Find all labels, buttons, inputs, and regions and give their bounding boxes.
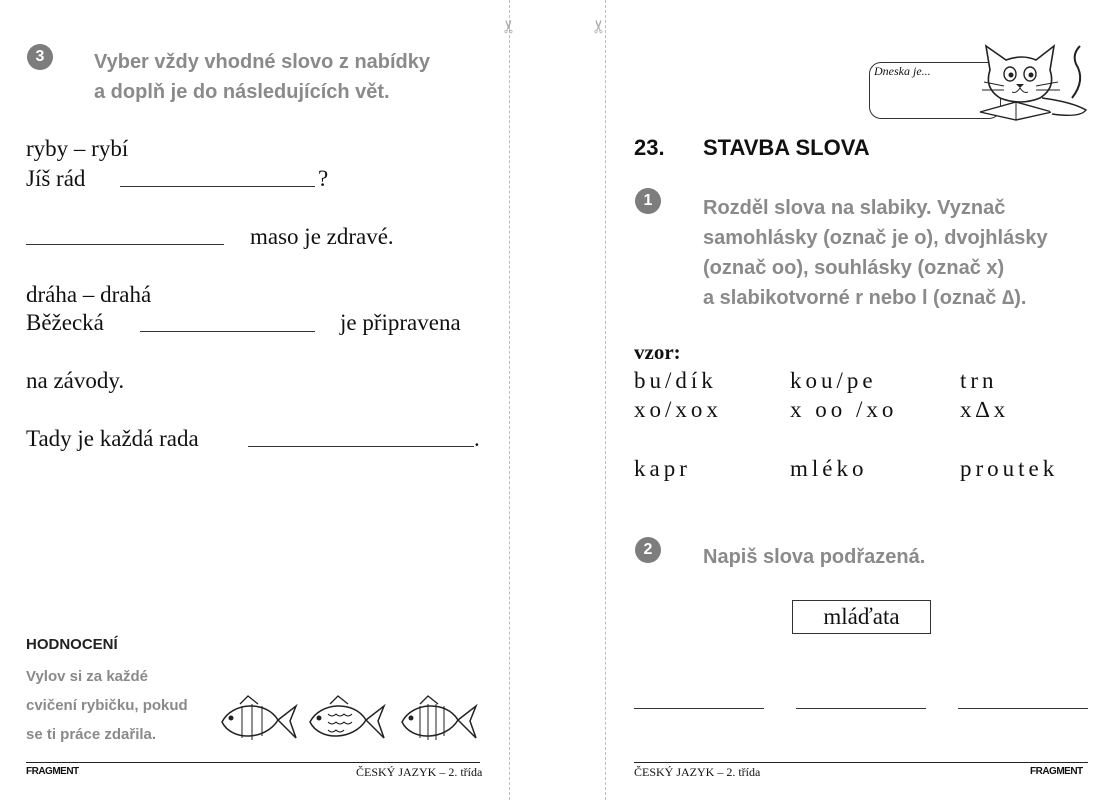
exercise-word: kapr xyxy=(634,456,691,481)
vzor-marks: x∆x xyxy=(960,397,1010,422)
exercise-instruction: Napiš slova podřazená. xyxy=(703,546,926,568)
vzor-marks: x oo /xo xyxy=(790,397,898,422)
scissors-icon: ✂ xyxy=(499,18,520,35)
boxed-word: mláďata xyxy=(792,600,931,634)
sentence-text: ? xyxy=(318,166,329,191)
hodnoceni-text xyxy=(26,662,188,749)
exercise-word: proutek xyxy=(960,456,1059,481)
answer-blank[interactable] xyxy=(140,331,315,332)
instruction-line: Rozděl slova na slabiky. Vyznač xyxy=(703,197,1006,219)
word-pair: dráha – drahá xyxy=(26,282,152,307)
publisher-logo: FRAGMENT xyxy=(26,766,79,777)
footer-rule xyxy=(634,762,1088,763)
fish-icon[interactable] xyxy=(218,694,300,748)
answer-blank[interactable] xyxy=(958,708,1088,709)
vzor-word: bu/dík xyxy=(634,368,717,393)
footer-rule xyxy=(26,762,480,763)
hodnoceni-title: HODNOCENÍ xyxy=(26,636,118,653)
scissors-icon: ✂ xyxy=(589,18,610,35)
exercise-instruction xyxy=(703,193,1048,313)
lesson-number: 23. xyxy=(634,135,665,160)
vzor-marks: xo/xox xyxy=(634,397,722,422)
sentence-text: Běžecká xyxy=(26,310,104,335)
exercise-instruction xyxy=(94,47,430,107)
exercise-word: mléko xyxy=(790,456,868,481)
instruction-line: Vyber vždy vhodné slovo z nabídky xyxy=(94,51,431,73)
exercise-number-badge: 1 xyxy=(635,188,661,214)
lesson-title: STAVBA SLOVA xyxy=(703,135,870,160)
sentence-text: na závody. xyxy=(26,368,125,393)
footer-title: ČESKÝ JAZYK – 2. třída xyxy=(356,765,483,779)
answer-blank[interactable] xyxy=(120,186,315,187)
date-label: Dneska je... xyxy=(874,64,931,78)
vzor-word: kou/pe xyxy=(790,368,877,393)
answer-blank[interactable] xyxy=(634,708,764,709)
exercise-number-badge: 3 xyxy=(27,44,53,70)
sentence-text: Jíš rád xyxy=(26,166,86,191)
sentence-text: maso je zdravé. xyxy=(250,224,394,249)
cut-line-left xyxy=(509,0,510,800)
instruction-line: (označ oo), souhlásky (označ x) xyxy=(703,257,1005,279)
instruction-line: a slabikotvorné r nebo l (označ ∆). xyxy=(703,287,1027,309)
answer-blank[interactable] xyxy=(26,244,224,245)
instruction-line: samohlásky (označ je o), dvojhlásky xyxy=(703,227,1048,249)
cut-line-right xyxy=(605,0,606,800)
hodnoceni-line: se ti práce zdařila. xyxy=(26,726,157,743)
sentence-text: . xyxy=(474,426,480,451)
instruction-line: a doplň je do následujících vět. xyxy=(94,81,390,103)
footer-title: ČESKÝ JAZYK – 2. třída xyxy=(634,765,761,779)
fish-icon[interactable] xyxy=(306,694,388,748)
hodnoceni-line: cvičení rybičku, pokud xyxy=(26,697,188,714)
answer-blank[interactable] xyxy=(248,446,474,447)
vzor-word: trn xyxy=(960,368,998,393)
exercise-number-badge: 2 xyxy=(635,537,661,563)
publisher-logo: FRAGMENT xyxy=(1030,766,1083,777)
fish-icon[interactable] xyxy=(398,694,480,748)
vzor-label: vzor: xyxy=(634,340,681,364)
sentence-text: je připravena xyxy=(340,310,461,335)
answer-blank[interactable] xyxy=(796,708,926,709)
hodnoceni-line: Vylov si za každé xyxy=(26,668,149,685)
sentence-text: Tady je každá rada xyxy=(26,426,199,451)
word-pair: ryby – rybí xyxy=(26,136,129,161)
cat-reading-icon xyxy=(976,40,1094,122)
